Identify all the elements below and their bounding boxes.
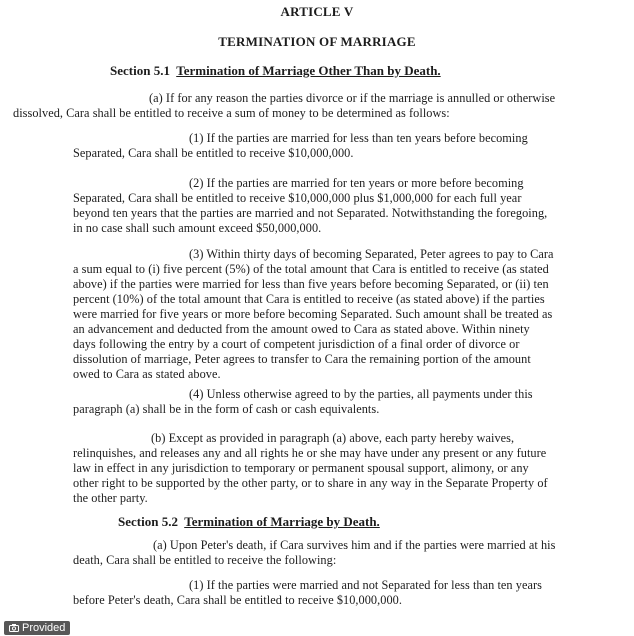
text-line: death, Cara shall be entitled to receive the following:: [73, 553, 337, 567]
paragraph-a1: [73, 131, 528, 161]
text-line: (1) If the parties were married and not Separated for less than ten years: [189, 578, 542, 592]
section-5-2-heading: [118, 514, 380, 530]
text-line: Separated, Cara shall be entitled to receive $10,000,000 plus $1,000,000 for each full year: [73, 191, 522, 205]
provided-watermark: [4, 621, 70, 635]
paragraph-52a1: [73, 578, 542, 608]
text-line: (4) Unless otherwise agreed to by the parties, all payments under this: [189, 387, 533, 401]
section-title: Termination of Marriage Other Than by Death.: [176, 63, 441, 78]
paragraph-b: [73, 431, 548, 506]
paragraph-a2: [73, 176, 547, 236]
article-title: ARTICLE V: [280, 4, 354, 19]
text-line: paragraph (a) shall be in the form of cash or cash equivalents.: [73, 402, 380, 416]
article-subtitle: TERMINATION OF MARRIAGE: [218, 34, 416, 49]
text-line: dissolution of marriage, Peter agrees to transfer to Cara the remaining portion of the amount: [73, 352, 531, 366]
watermark-text: Provided: [22, 622, 66, 634]
text-line: dissolved, Cara shall be entitled to receive a sum of money to be determined as follows:: [13, 106, 450, 120]
section-title: Termination of Marriage by Death.: [184, 514, 380, 529]
paragraph-52a: [73, 538, 555, 568]
text-line: the other party.: [73, 491, 148, 505]
text-line: relinquishes, and releases any and all rights he or she may have under any present or any future: [73, 446, 547, 460]
camera-icon: [9, 622, 19, 634]
text-line: (a) If for any reason the parties divorce or if the marriage is annulled or otherwise: [149, 91, 556, 105]
section-number: Section 5.1: [110, 63, 170, 78]
text-line: beyond ten years that the parties are married and not Separated. Notwithstanding the foregoing,: [73, 206, 548, 220]
text-line: other right to be supported by the other party, or to share in any way in the Separate Property of: [73, 476, 548, 490]
text-line: an advancement and deducted from the amount owed to Cara as stated above. Within ninety: [73, 322, 530, 336]
text-line: (b) Except as provided in paragraph (a) above, each party hereby waives,: [151, 431, 515, 445]
section-5-1-heading: [110, 63, 441, 79]
paragraph-a3: [73, 247, 554, 382]
section-number: Section 5.2: [118, 514, 178, 529]
text-line: (a) Upon Peter's death, if Cara survives him and if the parties were married at his: [153, 538, 556, 552]
text-line: Separated, Cara shall be entitled to receive $10,000,000.: [73, 146, 354, 160]
text-line: above) if the parties were married for less than five years before becoming Separated, or (ii) ten: [73, 277, 549, 291]
text-line: a sum equal to (i) five percent (5%) of the total amount that Cara is entitled to receive (as stated: [73, 262, 549, 276]
text-line: days following the entry by a court of competent jurisdiction of a final order of divorce or: [73, 337, 520, 351]
text-line: percent (10%) of the total amount that Cara is entitled to receive (as stated above) if the parties: [73, 292, 545, 306]
text-line: (1) If the parties are married for less than ten years before becoming: [189, 131, 528, 145]
paragraph-a4: [73, 387, 533, 417]
text-line: before Peter's death, Cara shall be entitled to receive $10,000,000.: [73, 593, 402, 607]
text-line: in no case shall such amount exceed $50,000,000.: [73, 221, 322, 235]
text-line: owed to Cara as stated above.: [73, 367, 221, 381]
text-line: (2) If the parties are married for ten years or more before becoming: [189, 176, 524, 190]
paragraph-a: [13, 91, 555, 121]
text-line: (3) Within thirty days of becoming Separated, Peter agrees to pay to Cara: [189, 247, 554, 261]
text-line: law in effect in any jurisdiction to temporary or permanent spousal support, alimony, or any: [73, 461, 529, 475]
text-line: were married for five years or more before becoming Separated. Such amount shall be treated as: [73, 307, 553, 321]
